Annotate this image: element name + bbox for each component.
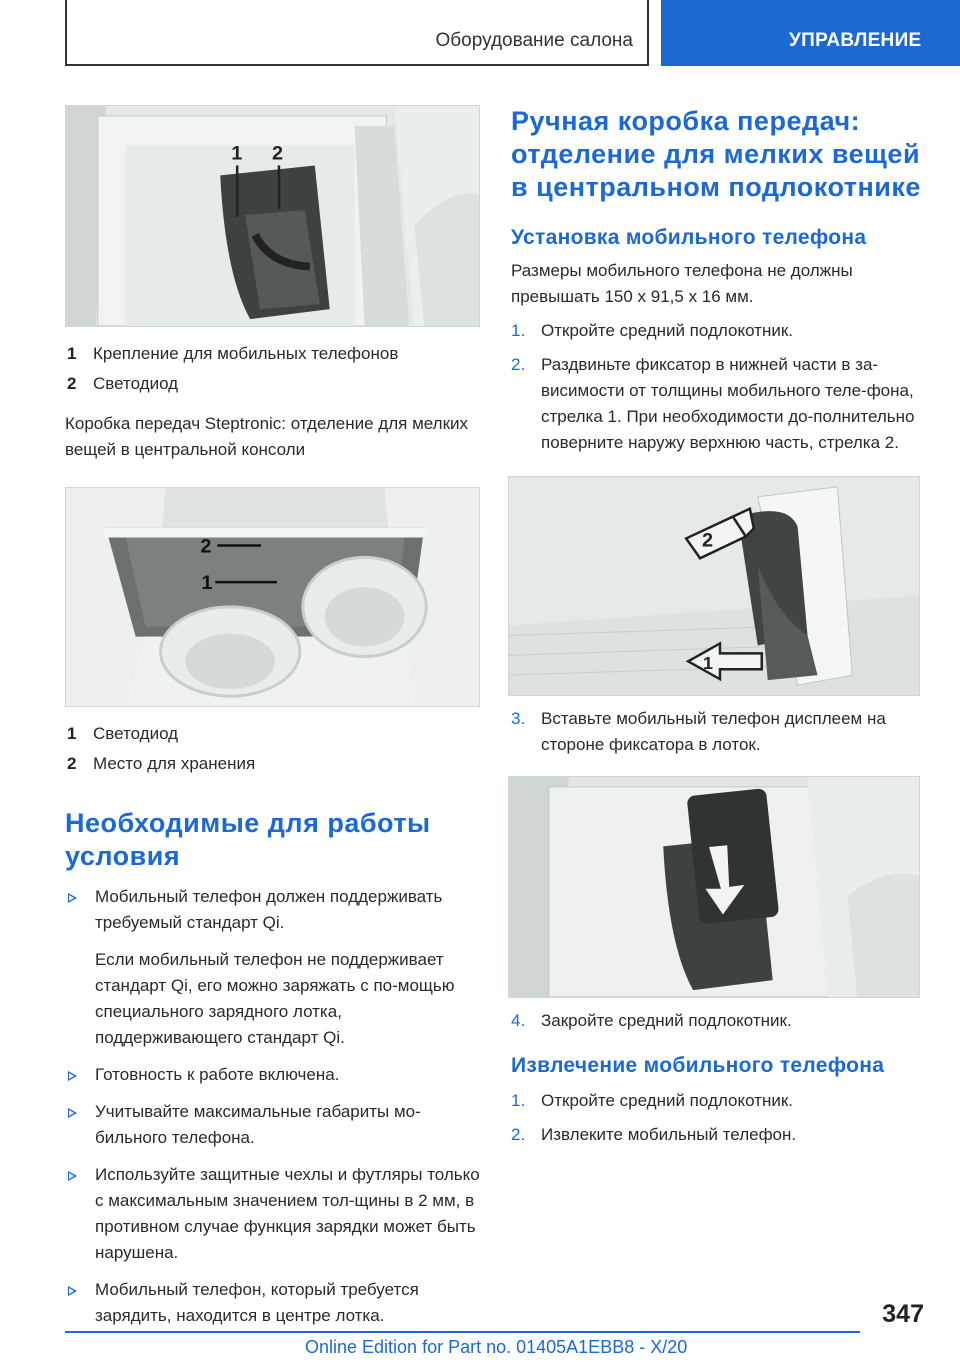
manual-heading: Ручная коробка передач: отделение для мелких вещей в центральном подлокотнике xyxy=(511,106,921,202)
callout-1: 1 xyxy=(231,142,243,165)
header-section-box xyxy=(65,0,649,66)
install-heading: Установка мобильного телефона xyxy=(511,226,867,249)
page-number: 347 xyxy=(882,1300,924,1328)
triangle-bullet-icon xyxy=(68,1071,77,1081)
right-column xyxy=(511,105,926,1148)
phone-insert-photo xyxy=(508,776,920,998)
remove-heading: Извлечение мобильного телефона xyxy=(511,1054,885,1077)
legend-item: 1 Крепление для мобильных телефонов xyxy=(67,344,399,363)
callout-2: 2 xyxy=(272,142,284,165)
chapter-tab[interactable] xyxy=(661,0,960,66)
size-note: Размеры мобильного телефона не должны превышать 150 x 91,5 x 16 мм. xyxy=(511,261,853,306)
install-steps-continued xyxy=(511,706,926,758)
triangle-bullet-icon xyxy=(68,1286,77,1296)
legend-item: 1 Светодиод xyxy=(67,724,179,743)
list-item: 1. Откройте средний подлокотник. xyxy=(511,321,793,340)
list-item: 1. Откройте средний подлокотник. xyxy=(511,1091,793,1110)
callout-1: 1 xyxy=(201,572,213,595)
section-title: Оборудование салона xyxy=(435,30,633,51)
figure2-legend xyxy=(65,719,480,779)
conditions-list xyxy=(65,884,480,1329)
callout-2: 2 xyxy=(200,535,212,558)
console-cupholder-photo xyxy=(65,487,480,707)
list-item: Мобильный телефон, который требуется зарядить, находится в центре лотка. xyxy=(65,1277,480,1329)
list-item: 4. Закройте средний подлокотник. xyxy=(511,1011,792,1030)
legend-item: 2 Светодиод xyxy=(67,374,179,393)
list-item: 2. Раздвиньте фиксатор в нижней части в за-висимости от толщины мобильного теле-фона, стрелка 1. При необходимости до-полнительно поверните наружу верхнюю часть, стрелка 2. xyxy=(511,355,915,452)
remove-steps xyxy=(511,1088,926,1148)
list-item: 2. Извлеките мобильный телефон. xyxy=(511,1125,797,1144)
install-steps xyxy=(511,318,926,456)
armrest-phone-holder-photo xyxy=(65,105,480,327)
triangle-bullet-icon xyxy=(68,1108,77,1118)
edition-footer: Online Edition for Part no. 01405A1EBB8 - X/20 xyxy=(305,1337,688,1357)
legend-item: 2 Место для хранения xyxy=(67,754,256,773)
list-item: Учитывайте максимальные габариты мо-бильного телефона. xyxy=(65,1099,480,1151)
conditions-heading: Необходимые для работы условия xyxy=(65,808,431,871)
callout-1: 1 xyxy=(703,653,714,674)
footer-divider xyxy=(65,1331,860,1333)
figure1-legend xyxy=(65,339,480,399)
chapter-tab-label: УПРАВЛЕНИЕ xyxy=(789,30,922,51)
callout-2: 2 xyxy=(702,529,714,552)
list-item: 3. Вставьте мобильный телефон дисплеем на стороне фиксатора в лоток. xyxy=(511,709,886,754)
list-item: Используйте защитные чехлы и футляры только с максимальным значением тол-щины в 2 мм, в противном случае функция зарядки может быть нарушена. xyxy=(65,1162,480,1266)
list-item: Мобильный телефон должен поддерживать требуемый стандарт Qi. Если мобильный телефон не поддерживает стандарт Qi, его можно заряжать с по-мощью специального зарядного лотка, поддерживающего стандарт Qi. xyxy=(65,884,480,1051)
left-column xyxy=(65,105,480,1329)
install-steps-final xyxy=(511,1008,926,1034)
list-item: Готовность к работе включена. xyxy=(65,1062,480,1088)
holder-adjust-photo xyxy=(508,476,920,696)
triangle-bullet-icon xyxy=(68,1171,77,1181)
triangle-bullet-icon xyxy=(68,893,77,903)
steptronic-caption: Коробка передач Steptronic: отделение для мелких вещей в центральной консоли xyxy=(65,414,469,459)
